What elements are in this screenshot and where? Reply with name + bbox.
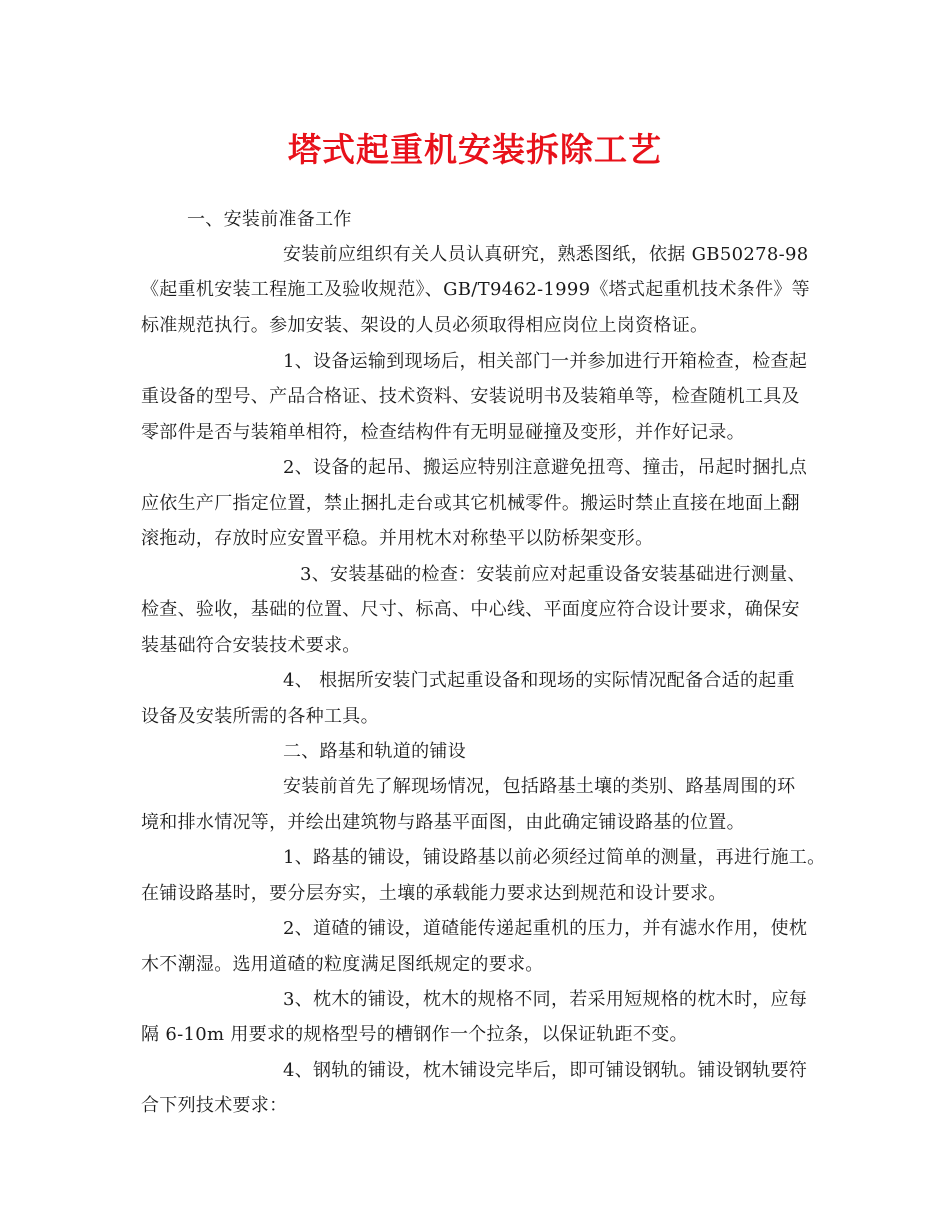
paragraph-line: 1、路基的铺设，铺设路基以前必须经过简单的测量，再进行施工。 xyxy=(283,847,826,868)
paragraph-line: 滚拖动，存放时应安置平稳。并用枕木对称垫平以防桥架变形。 xyxy=(141,528,654,549)
paragraph-line: 3、枕木的铺设，枕木的规格不同，若采用短规格的枕木时，应每 xyxy=(283,989,808,1010)
paragraph-line: 《起重机安装工程施工及验收规范》、GB/T9462-1999《塔式起重机技术条件》等 xyxy=(141,279,810,300)
paragraph-line: 设备及安装所需的各种工具。 xyxy=(141,706,379,727)
paragraph-line: 2、设备的起吊、搬运应特别注意避免扭弯、撞击，吊起时捆扎点 xyxy=(283,457,808,478)
paragraph-line: 装基础符合安装技术要求。 xyxy=(141,635,361,656)
paragraph-line: 2、道碴的铺设，道碴能传递起重机的压力，并有滤水作用，使枕 xyxy=(283,918,808,939)
paragraph-line: 隔 6-10m 用要求的规格型号的槽钢作一个拉条，以保证轨距不变。 xyxy=(141,1024,688,1045)
paragraph-line: 合下列技术要求： xyxy=(141,1095,288,1116)
paragraph-line: 重设备的型号、产品合格证、技术资料、安装说明书及装箱单等，检查随机工具及 xyxy=(141,386,800,407)
paragraph-line: 1、设备运输到现场后，相关部门一并参加进行开箱检查，检查起 xyxy=(283,351,808,372)
paragraph-line: 木不潮湿。选用道碴的粒度满足图纸规定的要求。 xyxy=(141,954,544,975)
paragraph-line: 安装前应组织有关人员认真研究，熟悉图纸，依据 GB50278-98 xyxy=(283,244,809,265)
paragraph-line: 在铺设路基时，要分层夯实，土壤的承载能力要求达到规范和设计要求。 xyxy=(141,883,727,904)
paragraph-line: 境和排水情况等，并绘出建筑物与路基平面图，由此确定铺设路基的位置。 xyxy=(141,812,745,833)
paragraph-line: 零部件是否与装箱单相符，检查结构件有无明显碰撞及变形，并作好记录。 xyxy=(141,422,745,443)
paragraph-line: 检查、验收，基础的位置、尺寸、标高、中心线、平面度应符合设计要求，确保安 xyxy=(141,599,800,620)
paragraph-line: 标准规范执行。参加安装、架设的人员必须取得相应岗位上岗资格证。 xyxy=(141,315,709,336)
paragraph-line: 3、安装基础的检查：安装前应对起重设备安装基础进行测量、 xyxy=(300,564,806,585)
paragraph-line: 4、 根据所安装门式起重设备和现场的实际情况配备合适的起重 xyxy=(283,670,795,691)
page-title: 塔式起重机安装拆除工艺 xyxy=(288,130,662,169)
paragraph-line: 4、钢轨的铺设，枕木铺设完毕后，即可铺设钢轨。铺设钢轨要符 xyxy=(283,1060,808,1081)
section-heading-1: 一、安装前准备工作 xyxy=(187,209,352,230)
paragraph-line: 应依生产厂指定位置，禁止捆扎走台或其它机械零件。搬运时禁止直接在地面上翻 xyxy=(141,493,800,514)
section-heading-2: 二、路基和轨道的铺设 xyxy=(283,741,466,762)
paragraph-line: 安装前首先了解现场情况，包括路基土壤的类别、路基周围的环 xyxy=(283,776,796,797)
